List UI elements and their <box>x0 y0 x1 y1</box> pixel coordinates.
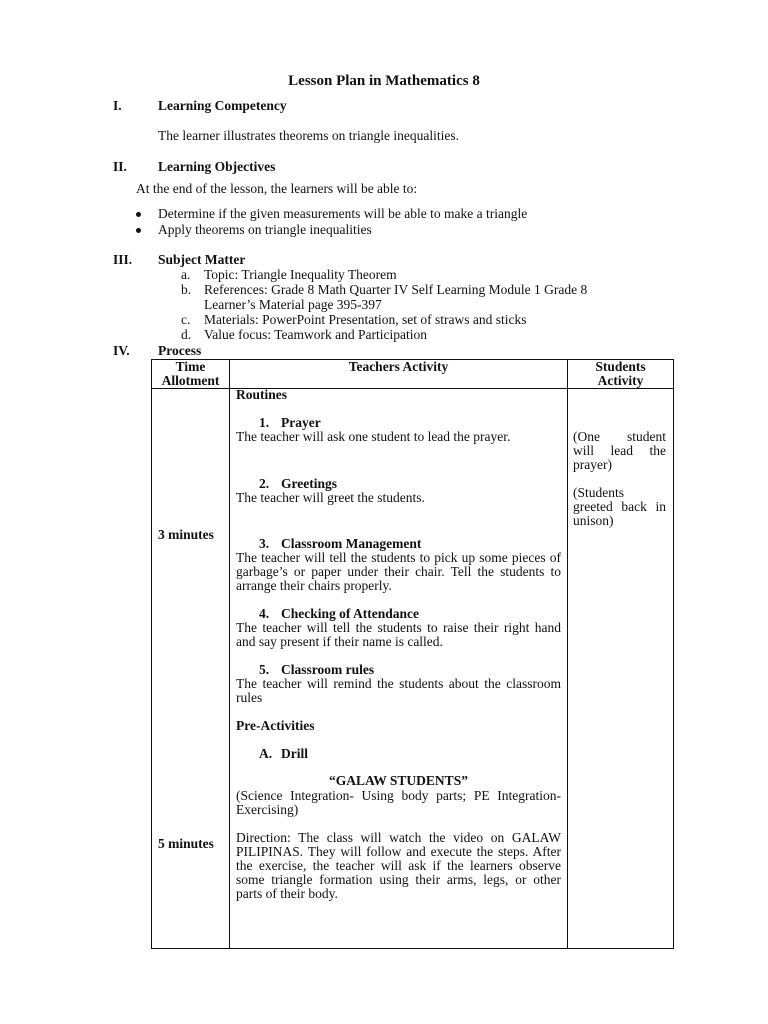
section-1-heading: Learning Competency <box>158 98 287 113</box>
section-4-heading: Process <box>158 343 202 358</box>
routine-number: 3. <box>259 536 270 551</box>
student-activity: (Students greeted back in unison) <box>573 485 666 528</box>
bullet-icon <box>136 228 141 233</box>
drill-letter: A. <box>259 746 273 761</box>
routine-text: The teacher will greet the students. <box>236 490 425 505</box>
header-teacher: Teachers Activity <box>348 359 449 374</box>
section-1-number: I. <box>113 98 122 113</box>
subject-item-text: Value focus: Teamwork and Participation <box>204 327 427 342</box>
section-4-number: IV. <box>113 343 130 358</box>
subject-item-label: d. <box>181 327 192 342</box>
section-1-text: The learner illustrates theorems on triangle inequalities. <box>158 128 460 143</box>
time-allotment: 3 minutes <box>158 527 214 542</box>
routine-text: The teacher will tell the students to raise their right hand and say present if their name is called. <box>236 620 561 649</box>
subject-item-label: b. <box>181 282 192 297</box>
routine-title: Classroom rules <box>281 662 375 677</box>
drill-integration: (Science Integration- Using body parts; PE Integration-Exercising) <box>236 788 561 817</box>
subject-item-label: a. <box>181 267 191 282</box>
routine-text: The teacher will tell the students to pick up some pieces of garbage’s or paper under their chair. Tell the students to arrange their chairs properly. <box>236 550 561 593</box>
routine-text: The teacher will remind the students about the classroom rules <box>236 676 561 705</box>
routine-text: The teacher will ask one student to lead the prayer. <box>236 429 511 444</box>
drill-title: Drill <box>281 746 308 761</box>
header-students-line2: Activity <box>597 373 644 388</box>
header-time-line1: Time <box>175 359 206 374</box>
routine-title: Greetings <box>281 476 337 491</box>
drill-direction: Direction: The class will watch the video on GALAW PILIPINAS. They will follow and execute the steps. After the exercise, the teacher will ask if the learners observe some triangle formation using their arms, legs, or other parts of their body. <box>236 830 561 901</box>
routine-title: Checking of Attendance <box>281 606 419 621</box>
header-time-line2: Allotment <box>161 373 220 388</box>
subject-item-text-cont: Learner’s Material page 395-397 <box>204 297 382 312</box>
section-2-intro: At the end of the lesson, the learners will be able to: <box>136 181 418 196</box>
bullet-icon <box>136 212 141 217</box>
drill-name: “GALAW STUDENTS” <box>329 773 468 788</box>
time-allotment: 5 minutes <box>158 836 214 851</box>
routine-number: 5. <box>259 662 270 677</box>
student-activity: (One student will lead the prayer) <box>573 429 666 472</box>
routines-heading: Routines <box>236 387 288 402</box>
page-title: Lesson Plan in Mathematics 8 <box>288 73 480 89</box>
subject-item-label: c. <box>181 312 191 327</box>
routine-number: 1. <box>259 415 270 430</box>
section-2-heading: Learning Objectives <box>158 159 276 174</box>
routine-title: Classroom Management <box>281 536 422 551</box>
subject-item-text: Materials: PowerPoint Presentation, set of straws and sticks <box>204 312 527 327</box>
section-3-heading: Subject Matter <box>158 252 246 267</box>
routine-number: 4. <box>259 606 270 621</box>
objective-item: Apply theorems on triangle inequalities <box>158 222 372 237</box>
pre-activities-heading: Pre-Activities <box>236 718 315 733</box>
header-students-line1: Students <box>595 359 646 374</box>
objective-item: Determine if the given measurements will be able to make a triangle <box>158 206 528 221</box>
routine-number: 2. <box>259 476 270 491</box>
section-3-number: III. <box>113 252 133 267</box>
section-2-number: II. <box>113 159 127 174</box>
subject-item-text: Topic: Triangle Inequality Theorem <box>204 267 397 282</box>
subject-item-text: References: Grade 8 Math Quarter IV Self Learning Module 1 Grade 8 <box>204 282 588 297</box>
routine-title: Prayer <box>281 415 321 430</box>
